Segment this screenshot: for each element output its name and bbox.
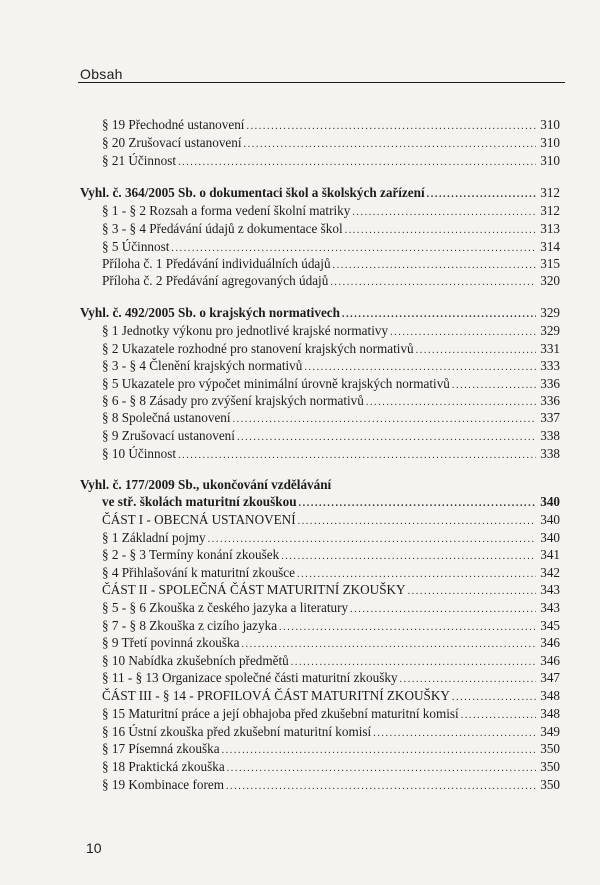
toc-entry-page: 349 — [540, 724, 560, 739]
toc-entry[interactable] — [102, 341, 560, 357]
toc-entry-label: § 2 - § 3 Termíny konání zkoušek — [102, 547, 280, 562]
toc-entry-page: 340 — [540, 530, 560, 545]
toc-leader-dots — [298, 514, 536, 530]
toc-entry-label: ČÁST III - § 14 - PROFILOVÁ ČÁST MATURITNÍ ZKOUŠKY — [102, 688, 450, 703]
toc-entry-page: 338 — [540, 428, 560, 443]
toc-part-heading[interactable] — [102, 688, 560, 704]
toc-entry-label: § 19 Kombinace forem — [102, 777, 224, 792]
toc-entry[interactable] — [102, 273, 560, 289]
toc-entry[interactable] — [102, 135, 560, 151]
toc-leader-dots — [178, 448, 536, 464]
toc-entry-label: § 20 Zrušovací ustanovení — [102, 135, 242, 150]
toc-leader-dots — [227, 761, 536, 777]
toc-entry-page: 313 — [540, 221, 560, 236]
toc-entry[interactable] — [102, 706, 560, 722]
toc-entry[interactable] — [102, 358, 560, 374]
toc-entry-label: § 11 - § 13 Organizace společné části maturitní zkoušky — [102, 670, 398, 685]
toc-entry-page: 350 — [540, 777, 560, 792]
toc-entry[interactable] — [102, 670, 560, 686]
toc-leader-dots — [244, 137, 536, 153]
toc-leader-dots — [222, 743, 536, 759]
toc-leader-dots — [461, 708, 536, 724]
toc-entry-label: § 10 Nabídka zkušebních předmětů — [102, 653, 289, 668]
toc-section-heading[interactable] — [80, 305, 560, 321]
toc-entry-label: § 3 - § 4 Předávání údajů z dokumentace škol — [102, 221, 343, 236]
toc-entry[interactable] — [102, 117, 560, 133]
toc-leader-dots — [373, 726, 536, 742]
toc-entry-page: 342 — [540, 565, 560, 580]
toc-entry-label: § 8 Společná ustanovení — [102, 410, 231, 425]
toc-leader-dots — [281, 549, 536, 565]
toc-entry-page: 336 — [540, 393, 560, 408]
toc-entry-label: § 7 - § 8 Zkouška z cizího jazyka — [102, 618, 278, 633]
toc-entry-label: § 5 - § 6 Zkouška z českého jazyka a literatury — [102, 600, 349, 615]
toc-entry-label: § 6 - § 8 Zásady pro zvýšení krajských normativů — [102, 393, 364, 408]
toc-leader-dots — [171, 241, 536, 257]
toc-entry[interactable] — [102, 221, 560, 237]
toc-leader-dots — [452, 690, 536, 706]
toc-entry-label: § 1 - § 2 Rozsah a forma vedení školní matriky — [102, 203, 351, 218]
toc-entry-page: 320 — [540, 273, 560, 288]
toc-leader-dots — [342, 307, 536, 323]
toc-leader-dots — [226, 779, 536, 795]
toc-entry[interactable] — [102, 618, 560, 634]
toc-leader-dots — [291, 655, 536, 671]
toc-entry[interactable] — [102, 565, 560, 581]
toc-leader-dots — [416, 343, 536, 359]
toc-entry-label: § 9 Třetí povinná zkouška — [102, 635, 240, 650]
toc-entry[interactable] — [102, 446, 560, 462]
toc-entry-page: 310 — [540, 153, 560, 168]
toc-entry[interactable] — [102, 256, 560, 272]
toc-entry-label: § 18 Praktická zkouška — [102, 759, 225, 774]
toc-entry-page: 340 — [540, 512, 560, 527]
page-number: 10 — [86, 840, 102, 856]
header-rule — [78, 82, 565, 83]
toc-entry[interactable] — [102, 376, 560, 392]
toc-entry-page: 341 — [540, 547, 560, 562]
toc-leader-dots — [345, 223, 536, 239]
toc-entry-label: § 10 Účinnost — [102, 446, 176, 461]
toc-section-heading-continued[interactable] — [102, 494, 560, 510]
toc-entry-page: 350 — [540, 759, 560, 774]
toc-entry-label: § 16 Ústní zkouška před zkušební maturitní komisí — [102, 724, 372, 739]
toc-entry-page: 346 — [540, 635, 560, 650]
toc-entry-page: 348 — [540, 688, 560, 703]
toc-leader-dots — [233, 412, 536, 428]
toc-entry-label: § 1 Základní pojmy — [102, 530, 206, 545]
toc-section-heading[interactable] — [80, 185, 560, 201]
toc-entry-page: 337 — [540, 410, 560, 425]
toc-leader-dots — [408, 584, 536, 600]
toc-entry[interactable] — [102, 153, 560, 169]
toc-leader-dots — [366, 395, 536, 411]
toc-entry-page: 340 — [540, 494, 560, 509]
toc-entry[interactable] — [102, 410, 560, 426]
toc-entry-page: 329 — [540, 305, 560, 320]
toc-part-heading[interactable] — [102, 582, 560, 598]
toc-entry[interactable] — [102, 635, 560, 651]
toc-entry[interactable] — [102, 547, 560, 563]
toc-leader-dots — [330, 275, 536, 291]
toc-entry-page: 347 — [540, 670, 560, 685]
toc-section-label: ve stř. školách maturitní zkouškou — [102, 494, 297, 509]
toc-entry-page: 312 — [540, 203, 560, 218]
toc-entry-page: 312 — [540, 185, 560, 200]
toc-leader-dots — [241, 637, 536, 653]
toc-entry-page: 343 — [540, 600, 560, 615]
toc-leader-dots — [350, 602, 536, 618]
toc-entry[interactable] — [102, 323, 560, 339]
toc-leader-dots — [297, 567, 536, 583]
toc-entry-page: 338 — [540, 446, 560, 461]
toc-entry-page: 336 — [540, 376, 560, 391]
toc-leader-dots — [208, 532, 536, 548]
toc-entry-label: ČÁST II - SPOLEČNÁ ČÁST MATURITNÍ ZKOUŠKY — [102, 582, 406, 597]
toc-entry[interactable] — [102, 777, 560, 793]
toc-entry-page: 345 — [540, 618, 560, 633]
toc-entry[interactable] — [102, 393, 560, 409]
toc-entry-label: Příloha č. 2 Předávání agregovaných údajů — [102, 273, 329, 288]
toc-entry-page: 333 — [540, 358, 560, 373]
toc-entry-label: § 15 Maturitní práce a její obhajoba před zkušební maturitní komisí — [102, 706, 459, 721]
toc-leader-dots — [178, 155, 536, 171]
toc-entry-label: § 1 Jednotky výkonu pro jednotlivé krajské normativy — [102, 323, 389, 338]
toc-entry-page: 329 — [540, 323, 560, 338]
page-header-title: Obsah — [80, 66, 123, 82]
toc-entry-label: § 3 - § 4 Členění krajských normativů — [102, 358, 303, 373]
toc-leader-dots — [333, 258, 536, 274]
toc-entry-label: Příloha č. 1 Předávání individuálních údajů — [102, 256, 331, 271]
toc-entry[interactable] — [102, 239, 560, 255]
toc-section-label: Vyhl. č. 364/2005 Sb. o dokumentaci škol a školských zařízení — [80, 185, 425, 200]
toc-entry[interactable] — [102, 653, 560, 669]
toc-entry[interactable] — [102, 530, 560, 546]
toc-entry-page: 315 — [540, 256, 560, 271]
toc-part-heading[interactable] — [102, 512, 560, 528]
toc-section-label: Vyhl. č. 177/2009 Sb., ukončování vzdělávání — [80, 477, 332, 492]
toc-entry-label: § 2 Ukazatele rozhodné pro stanovení krajských normativů — [102, 341, 414, 356]
toc-leader-dots — [237, 430, 536, 446]
toc-entry-label: ČÁST I - OBECNÁ USTANOVENÍ — [102, 512, 296, 527]
toc-section-heading[interactable] — [80, 477, 560, 493]
toc-entry-page: 348 — [540, 706, 560, 721]
toc-entry-page: 331 — [540, 341, 560, 356]
toc-entry-page: 350 — [540, 741, 560, 756]
toc-entry[interactable] — [102, 428, 560, 444]
toc-entry-label: § 9 Zrušovací ustanovení — [102, 428, 235, 443]
toc-leader-dots — [279, 620, 536, 636]
toc-entry-page: 310 — [540, 117, 560, 132]
toc-leader-dots — [304, 360, 536, 376]
toc-entry-label: § 4 Přihlašování k maturitní zkoušce — [102, 565, 296, 580]
toc-section-label: Vyhl. č. 492/2005 Sb. o krajských normativech — [80, 305, 340, 320]
toc-leader-dots — [299, 496, 536, 512]
toc-leader-dots — [246, 119, 536, 135]
toc-entry-label: § 5 Ukazatele pro výpočet minimální úrovně krajských normativů — [102, 376, 450, 391]
toc-entry-label: § 5 Účinnost — [102, 239, 170, 254]
toc-entry[interactable] — [102, 724, 560, 740]
toc-entry[interactable] — [102, 203, 560, 219]
toc-entry-label: § 19 Přechodné ustanovení — [102, 117, 245, 132]
toc-entry[interactable] — [102, 600, 560, 616]
toc-entry-label: § 21 Účinnost — [102, 153, 176, 168]
toc-entry-page: 343 — [540, 582, 560, 597]
toc-leader-dots — [352, 205, 536, 221]
toc-entry-page: 314 — [540, 239, 560, 254]
toc-leader-dots — [452, 378, 536, 394]
toc-entry-page: 346 — [540, 653, 560, 668]
toc-leader-dots — [427, 187, 536, 203]
toc-entry-page: 310 — [540, 135, 560, 150]
toc-leader-dots — [390, 325, 536, 341]
toc-leader-dots — [400, 672, 536, 688]
toc-entry-label: § 17 Písemná zkouška — [102, 741, 220, 756]
toc-entry[interactable] — [102, 759, 560, 775]
toc-entry[interactable] — [102, 741, 560, 757]
